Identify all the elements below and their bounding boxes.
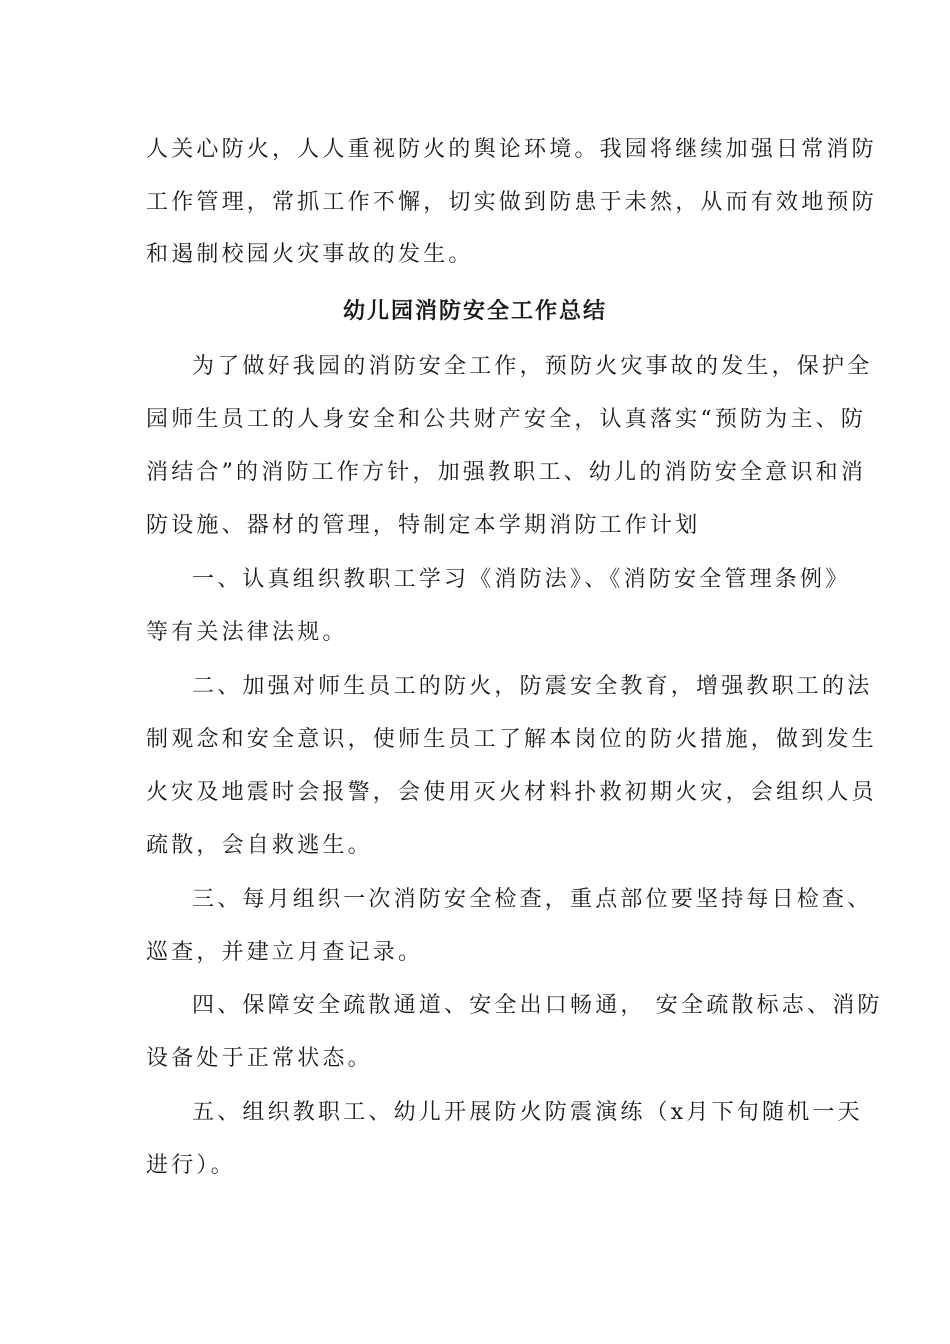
paragraph-1-line-4: 防设施、器材的管理，特制定本学期消防工作计划 (146, 513, 701, 538)
paragraph-3-line-2: 制观念和安全意识，使师生员工了解本岗位的防火措施，做到发生 (146, 727, 877, 752)
paragraph-4-line-1: 三、每月组织一次消防安全检查，重点部位要坚持每日检查、 (192, 887, 873, 912)
intro-line-2: 工作管理，常抓工作不懈，切实做到防患于未然，从而有效地预防 (146, 190, 877, 215)
paragraph-1-line-3: 消结合”的消防工作方针，加强教职工、幼儿的消防安全意识和消 (146, 460, 867, 485)
intro-line-3: 和遏制校园火灾事故的发生。 (146, 242, 474, 267)
paragraph-3-line-1: 二、加强对师生员工的防火，防震安全教育，增强教职工的法 (192, 674, 873, 699)
intro-line-1: 人关心防火，人人重视防火的舆论环境。我园将继续加强日常消防 (146, 137, 877, 162)
paragraph-5-line-1: 四、保障安全疏散通道、安全出口畅通， 安全疏散标志、消防 (192, 993, 883, 1018)
paragraph-2-line-1: 一、认真组织教职工学习《消防法》、《消防安全管理条例》 (192, 567, 851, 592)
paragraph-3-line-4: 疏散，会自救逃生。 (146, 833, 373, 858)
paragraph-1-line-1: 为了做好我园的消防安全工作，预防火灾事故的发生，保护全 (192, 354, 873, 379)
paragraph-2-line-2: 等有关法律法规。 (146, 620, 348, 645)
paragraph-1-line-2: 园师生员工的人身安全和公共财产安全，认真落实“预防为主、防 (146, 407, 867, 432)
paragraph-6-line-1: 五、组织教职工、幼儿开展防火防震演练（x月下旬随机一天 (192, 1100, 863, 1125)
paragraph-6-line-2: 进行）。 (146, 1153, 236, 1178)
paragraph-5-line-2: 设备处于正常状态。 (146, 1046, 373, 1071)
paragraph-4-line-2: 巡查，并建立月查记录。 (146, 940, 424, 965)
document-title: 幼儿园消防安全工作总结 (342, 298, 607, 324)
paragraph-3-line-3: 火灾及地震时会报警，会使用灭火材料扑救初期火灾，会组织人员 (146, 780, 877, 805)
